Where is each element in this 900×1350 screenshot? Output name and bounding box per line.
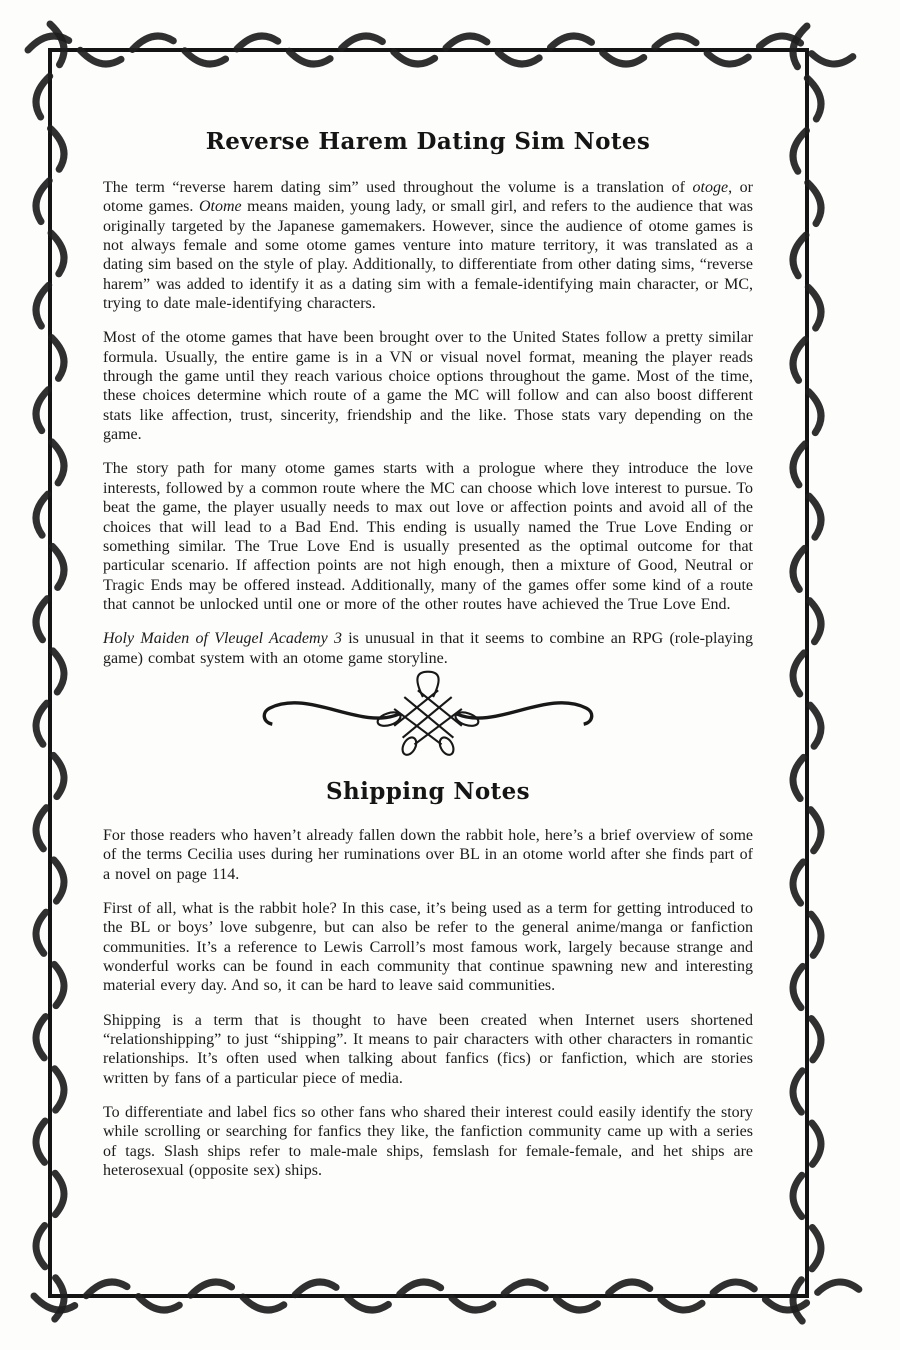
- paragraph-holy-maiden: [103, 629, 753, 668]
- text-segment: , or otome games.: [103, 179, 754, 216]
- italic-term-otome: Otome: [198, 198, 242, 216]
- section-reverse-harem-dating-sim-notes: [103, 128, 753, 668]
- paragraph-shipping-definition: Shipping is a term that is thought to have been created when Internet users shortened “relationshipping” to just “shipping”. It means to pair characters with other characters in romantic relationships. It’s often used when talking about fanfics (fics) or fanfiction, which are stories written by fans of a particular piece of media.: [103, 1011, 753, 1087]
- rope-twist-right: [793, 26, 821, 1326]
- paragraph-fic-tags: To differentiate and label fics so other fans who shared their interest could easily identify the story while scrolling or searching for fanfics they like, the fanfiction community came up with a series of tags. Slash ships refer to male-male ships, femslash for female-female, and het ships are heterosexual (opposite sex) ships.: [103, 1104, 753, 1180]
- rope-twist-top: [28, 36, 860, 64]
- text-segment: means maiden, young lady, or small girl, and refers to the audience that was originally targeted by the Japanese gamemakers. However, since the audience of otome games is not always female and some otome games venture into mature territory, it was translated as a dating sim based on the style of play. Additionally, to differentiate from other dating sims, “reverse harem” was added to identify it as a dating sim with a female-identifying main character, or MC, trying to date male-identifying characters.: [103, 198, 753, 313]
- flourish-knot: [264, 672, 591, 757]
- text-segment: is unusual in that it seems to combine an RPG (role-playing game) combat system with an otome game storyline.: [103, 630, 753, 667]
- italic-book-title: Holy Maiden of Vleugel Academy 3: [103, 630, 342, 648]
- flourish-divider: [230, 670, 626, 758]
- italic-term-otoge: otoge: [692, 179, 729, 196]
- shipping-notes-heading: Shipping Notes: [326, 777, 530, 805]
- paragraph-otome-formula: Most of the otome games that have been brought over to the United States follow a pretty similar formula. Usually, the entire game is in a VN or visual novel format, meaning the player reads through the game until they reach various choice options throughout the game. Most of the time, these choices determine which route of a game the MC will follow and can also boost different stats like affection, trust, sincerity, friendship and the like. Those stats vary depending on the game.: [103, 329, 753, 444]
- paragraph-rabbit-hole-intro: For those readers who haven’t already fallen down the rabbit hole, here’s a brief overview of some of the terms Cecilia uses during her ruminations over BL in an otome world after she finds part of a novel on page 114.: [103, 826, 753, 883]
- section-shipping-notes: [103, 778, 753, 1181]
- rope-twist-left: [36, 24, 64, 1324]
- reverse-harem-notes-heading: Reverse Harem Dating Sim Notes: [205, 128, 651, 155]
- paragraph-otoge-definition: [103, 178, 753, 313]
- paragraph-rabbit-hole-definition: First of all, what is the rabbit hole? In this case, it’s being used as a term for getting introduced to the BL or boys’ love subgenre, but can also be refer to the general anime/manga or fanfiction communities. It’s a reference to Lewis Carroll’s most famous work, largely because strange and wonderful works can be found in each community that continue spawning new and interesting material every day. And so, it can be hard to leave said communities.: [103, 899, 753, 995]
- rope-twist-bottom: [34, 1282, 866, 1310]
- page-content: [103, 128, 753, 1180]
- paragraph-story-path: The story path for many otome games starts with a prologue where they introduce the love interests, followed by a common route where the MC can choose which love interest to pursue. To beat the game, the player usually needs to max out love or affection points and avoid all of the choices that will lead to a Bad End. This ending is usually named the True Love Ending or something similar. The True Love End is usually presented as the optimal outcome for that particular scenario. If affection points are not high enough, then a mixture of Good, Neutral or Tragic Ends may be offered instead. Additionally, many of the games offer some kind of a route that cannot be unlocked until one or more of the other routes have achieved the True Love End.: [103, 460, 753, 613]
- text-segment: The term “reverse harem dating sim” used throughout the volume is a translation of: [103, 179, 693, 196]
